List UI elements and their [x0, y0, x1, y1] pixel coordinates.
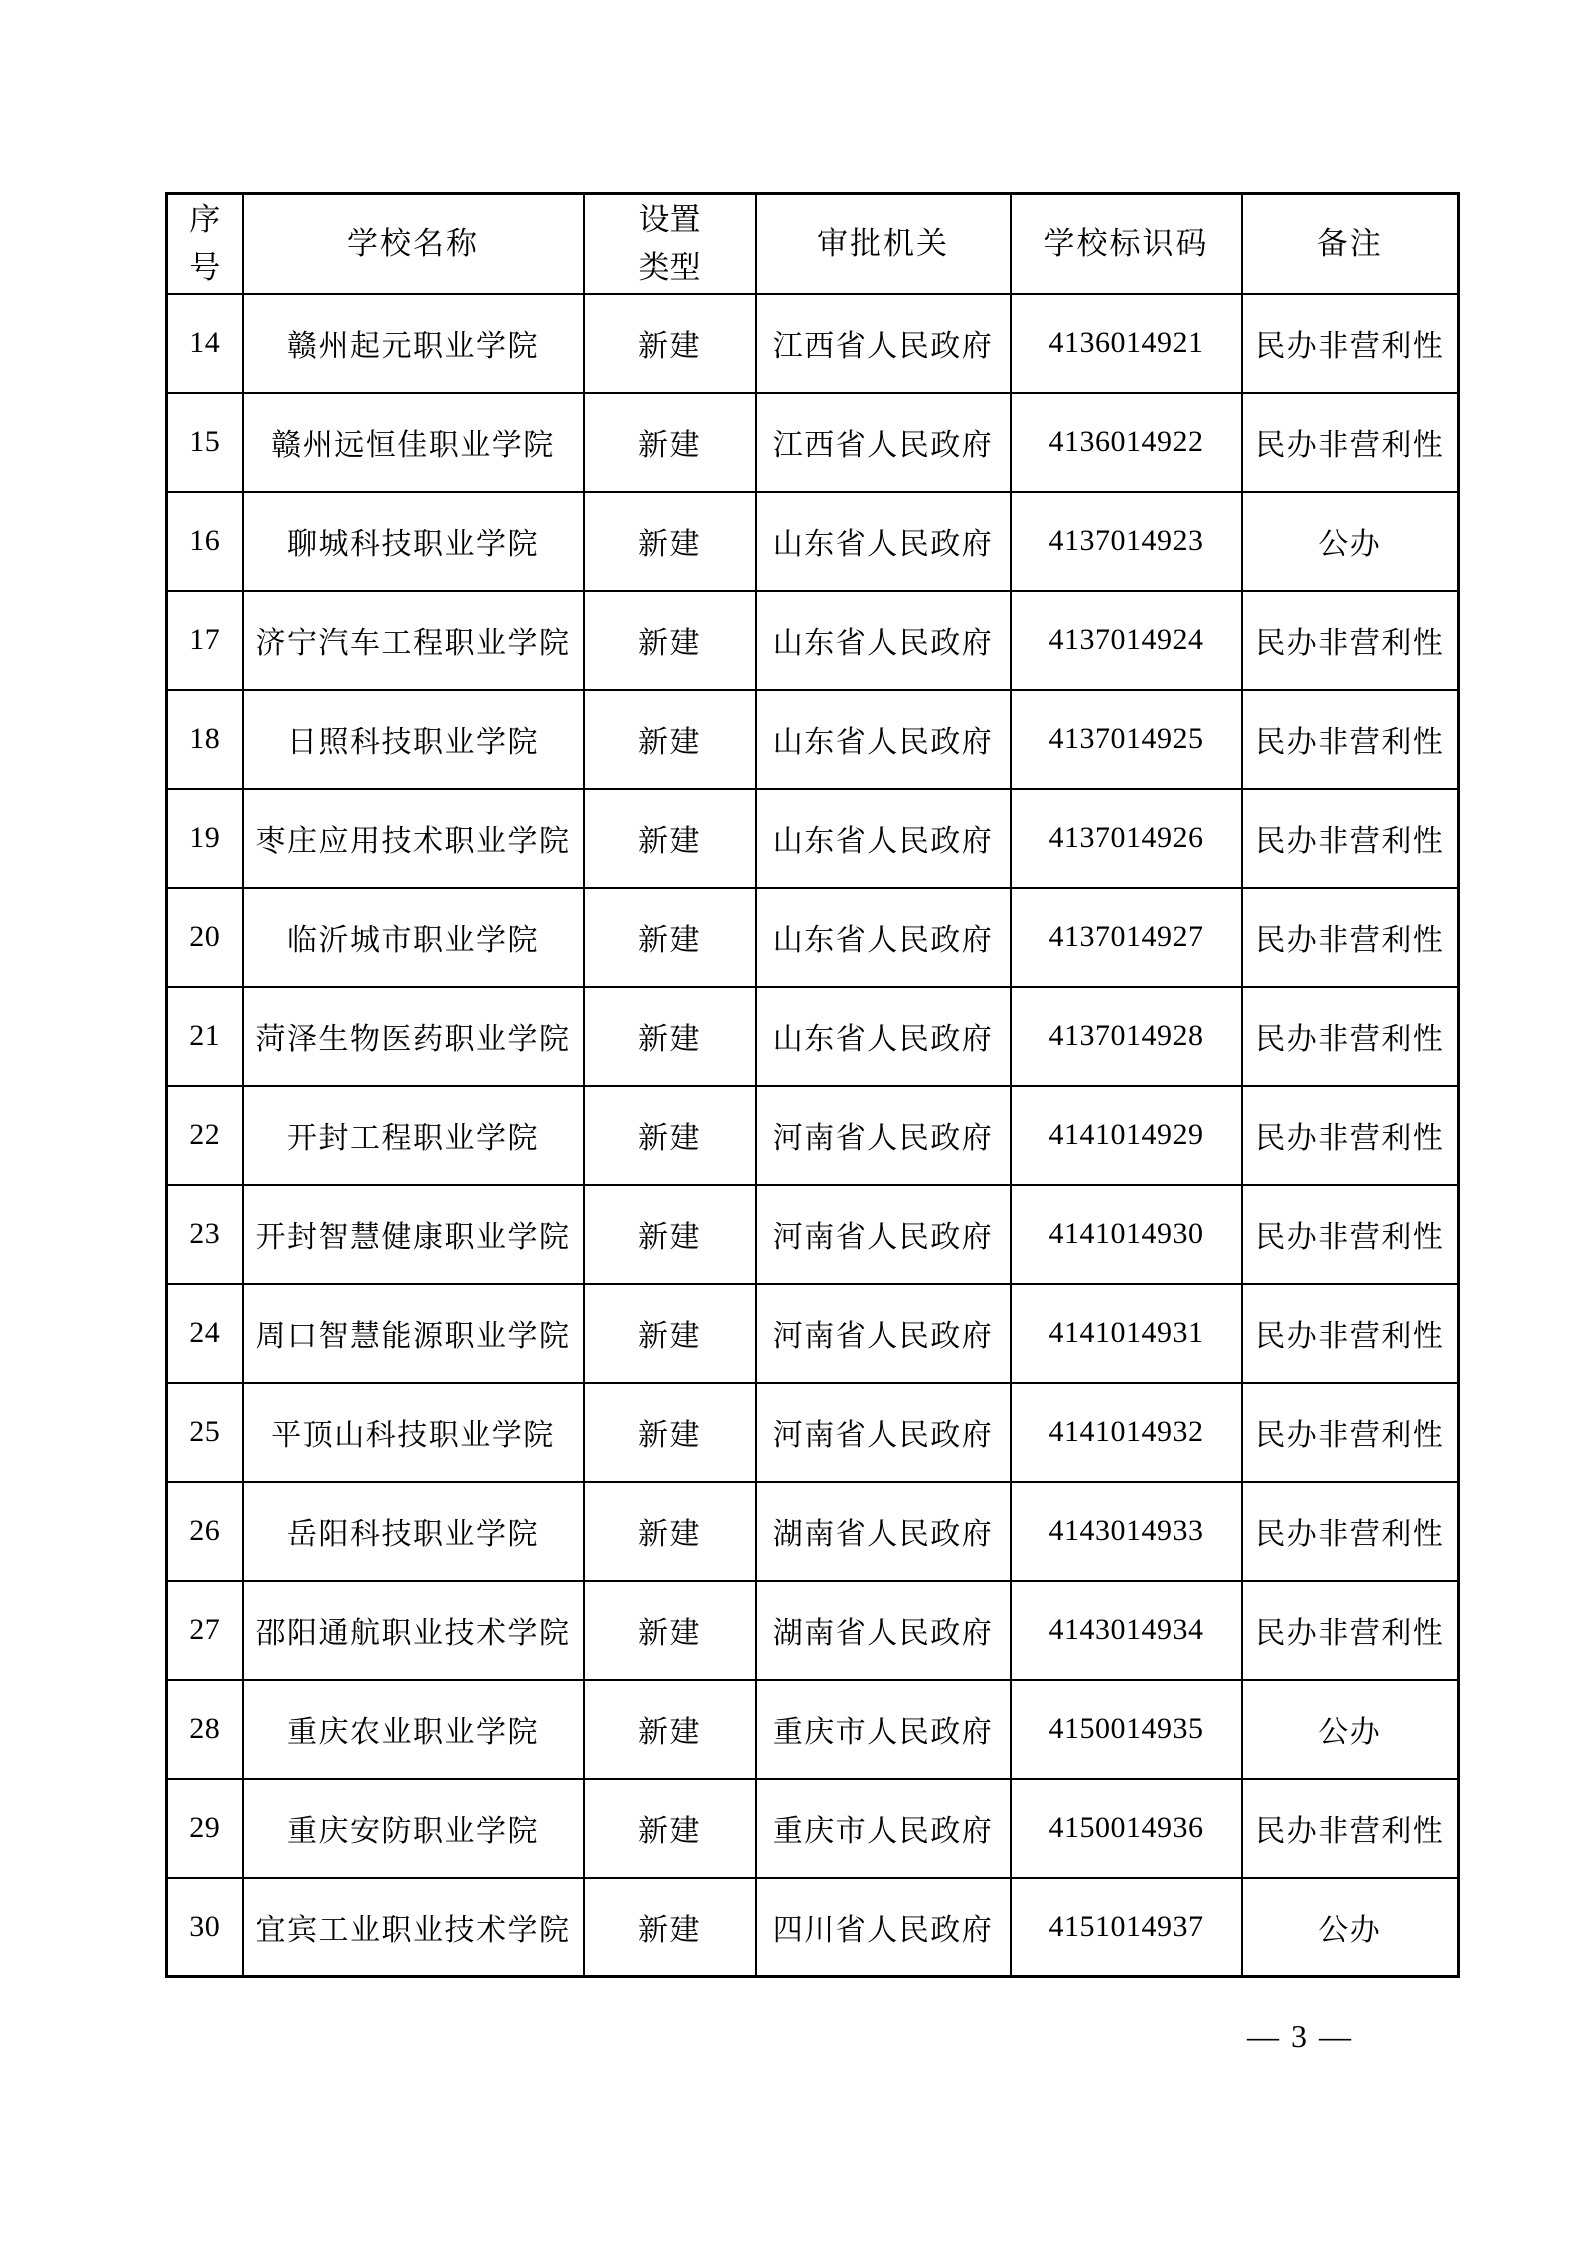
cell-name: 济宁汽车工程职业学院 [243, 591, 584, 690]
cell-remark: 公办 [1242, 1878, 1459, 1977]
cell-remark: 公办 [1242, 492, 1459, 591]
cell-name: 宜宾工业职业技术学院 [243, 1878, 584, 1977]
cell-no: 25 [167, 1383, 243, 1482]
cell-authority: 河南省人民政府 [756, 1086, 1011, 1185]
cell-type: 新建 [584, 1482, 756, 1581]
table-row [167, 1284, 1459, 1383]
cell-authority: 河南省人民政府 [756, 1185, 1011, 1284]
table-row [167, 789, 1459, 888]
cell-authority: 山东省人民政府 [756, 987, 1011, 1086]
cell-no: 16 [167, 492, 243, 591]
cell-no: 23 [167, 1185, 243, 1284]
cell-remark: 民办非营利性 [1242, 1482, 1459, 1581]
cell-no: 14 [167, 294, 243, 393]
cell-code: 4137014928 [1011, 987, 1242, 1086]
cell-no: 19 [167, 789, 243, 888]
cell-name: 邵阳通航职业技术学院 [243, 1581, 584, 1680]
cell-code: 4141014930 [1011, 1185, 1242, 1284]
cell-authority: 山东省人民政府 [756, 492, 1011, 591]
table-row [167, 1581, 1459, 1680]
cell-name: 临沂城市职业学院 [243, 888, 584, 987]
column-header-label: 审批机关 [817, 225, 949, 261]
cell-type: 新建 [584, 393, 756, 492]
table-row [167, 492, 1459, 591]
cell-remark: 民办非营利性 [1242, 1086, 1459, 1185]
table-row [167, 1779, 1459, 1878]
cell-no: 28 [167, 1680, 243, 1779]
cell-code: 4136014922 [1011, 393, 1242, 492]
cell-code: 4136014921 [1011, 294, 1242, 393]
cell-authority: 山东省人民政府 [756, 591, 1011, 690]
cell-authority: 四川省人民政府 [756, 1878, 1011, 1977]
column-header-type [584, 194, 756, 294]
cell-remark: 民办非营利性 [1242, 1284, 1459, 1383]
cell-authority: 重庆市人民政府 [756, 1779, 1011, 1878]
column-header-label: 备注 [1316, 225, 1383, 261]
table-row [167, 1185, 1459, 1284]
column-header-label: 序号 [189, 201, 221, 285]
cell-code: 4141014929 [1011, 1086, 1242, 1185]
cell-name: 菏泽生物医药职业学院 [243, 987, 584, 1086]
table-row [167, 888, 1459, 987]
cell-remark: 民办非营利性 [1242, 1779, 1459, 1878]
cell-code: 4150014935 [1011, 1680, 1242, 1779]
cell-no: 15 [167, 393, 243, 492]
cell-remark: 民办非营利性 [1242, 690, 1459, 789]
cell-type: 新建 [584, 1581, 756, 1680]
cell-type: 新建 [584, 888, 756, 987]
table-row [167, 294, 1459, 393]
cell-code: 4137014926 [1011, 789, 1242, 888]
cell-authority: 湖南省人民政府 [756, 1581, 1011, 1680]
cell-name: 聊城科技职业学院 [243, 492, 584, 591]
cell-name: 开封工程职业学院 [243, 1086, 584, 1185]
cell-name: 周口智慧能源职业学院 [243, 1284, 584, 1383]
cell-authority: 湖南省人民政府 [756, 1482, 1011, 1581]
cell-type: 新建 [584, 1878, 756, 1977]
cell-no: 21 [167, 987, 243, 1086]
column-header-label: 设置类型 [638, 201, 701, 285]
table-row [167, 987, 1459, 1086]
cell-code: 4141014932 [1011, 1383, 1242, 1482]
column-header-authority [756, 194, 1011, 294]
cell-authority: 河南省人民政府 [756, 1383, 1011, 1482]
cell-code: 4137014927 [1011, 888, 1242, 987]
cell-type: 新建 [584, 1779, 756, 1878]
cell-type: 新建 [584, 690, 756, 789]
cell-authority: 河南省人民政府 [756, 1284, 1011, 1383]
cell-authority: 山东省人民政府 [756, 789, 1011, 888]
cell-authority: 重庆市人民政府 [756, 1680, 1011, 1779]
column-header-label: 学校名称 [347, 225, 479, 261]
cell-name: 重庆安防职业学院 [243, 1779, 584, 1878]
cell-remark: 民办非营利性 [1242, 393, 1459, 492]
cell-code: 4137014924 [1011, 591, 1242, 690]
table-row [167, 1878, 1459, 1977]
cell-type: 新建 [584, 591, 756, 690]
table-row [167, 1482, 1459, 1581]
cell-authority: 江西省人民政府 [756, 393, 1011, 492]
cell-type: 新建 [584, 492, 756, 591]
cell-no: 27 [167, 1581, 243, 1680]
cell-code: 4150014936 [1011, 1779, 1242, 1878]
cell-type: 新建 [584, 789, 756, 888]
cell-code: 4137014925 [1011, 690, 1242, 789]
cell-type: 新建 [584, 294, 756, 393]
column-header-no [167, 194, 243, 294]
cell-code: 4151014937 [1011, 1878, 1242, 1977]
table-row [167, 1680, 1459, 1779]
cell-remark: 民办非营利性 [1242, 1185, 1459, 1284]
cell-name: 日照科技职业学院 [243, 690, 584, 789]
cell-code: 4137014923 [1011, 492, 1242, 591]
cell-remark: 民办非营利性 [1242, 789, 1459, 888]
cell-authority: 山东省人民政府 [756, 690, 1011, 789]
table-row [167, 1086, 1459, 1185]
cell-no: 22 [167, 1086, 243, 1185]
cell-name: 枣庄应用技术职业学院 [243, 789, 584, 888]
column-header-remark [1242, 194, 1459, 294]
table-body [167, 294, 1459, 1977]
cell-type: 新建 [584, 987, 756, 1086]
cell-no: 30 [167, 1878, 243, 1977]
cell-code: 4143014934 [1011, 1581, 1242, 1680]
cell-name: 岳阳科技职业学院 [243, 1482, 584, 1581]
cell-remark: 民办非营利性 [1242, 591, 1459, 690]
table-row [167, 690, 1459, 789]
cell-no: 24 [167, 1284, 243, 1383]
column-header-name [243, 194, 584, 294]
cell-remark: 民办非营利性 [1242, 888, 1459, 987]
cell-no: 29 [167, 1779, 243, 1878]
cell-type: 新建 [584, 1086, 756, 1185]
cell-remark: 民办非营利性 [1242, 1383, 1459, 1482]
cell-type: 新建 [584, 1284, 756, 1383]
column-header-label: 学校标识码 [1043, 225, 1209, 261]
table-row [167, 393, 1459, 492]
cell-remark: 民办非营利性 [1242, 987, 1459, 1086]
cell-type: 新建 [584, 1383, 756, 1482]
cell-type: 新建 [584, 1680, 756, 1779]
table-row [167, 591, 1459, 690]
cell-name: 开封智慧健康职业学院 [243, 1185, 584, 1284]
table-row [167, 1383, 1459, 1482]
cell-no: 18 [167, 690, 243, 789]
school-approval-table [165, 192, 1460, 1978]
table-header-row [167, 194, 1459, 294]
cell-name: 重庆农业职业学院 [243, 1680, 584, 1779]
cell-code: 4143014933 [1011, 1482, 1242, 1581]
cell-authority: 山东省人民政府 [756, 888, 1011, 987]
cell-no: 17 [167, 591, 243, 690]
cell-remark: 民办非营利性 [1242, 1581, 1459, 1680]
cell-no: 20 [167, 888, 243, 987]
cell-name: 平顶山科技职业学院 [243, 1383, 584, 1482]
cell-authority: 江西省人民政府 [756, 294, 1011, 393]
cell-name: 赣州远恒佳职业学院 [243, 393, 584, 492]
cell-name: 赣州起元职业学院 [243, 294, 584, 393]
cell-remark: 民办非营利性 [1242, 294, 1459, 393]
cell-type: 新建 [584, 1185, 756, 1284]
cell-code: 4141014931 [1011, 1284, 1242, 1383]
page-number: — 3 — [1247, 2018, 1353, 2054]
column-header-code [1011, 194, 1242, 294]
cell-no: 26 [167, 1482, 243, 1581]
cell-remark: 公办 [1242, 1680, 1459, 1779]
